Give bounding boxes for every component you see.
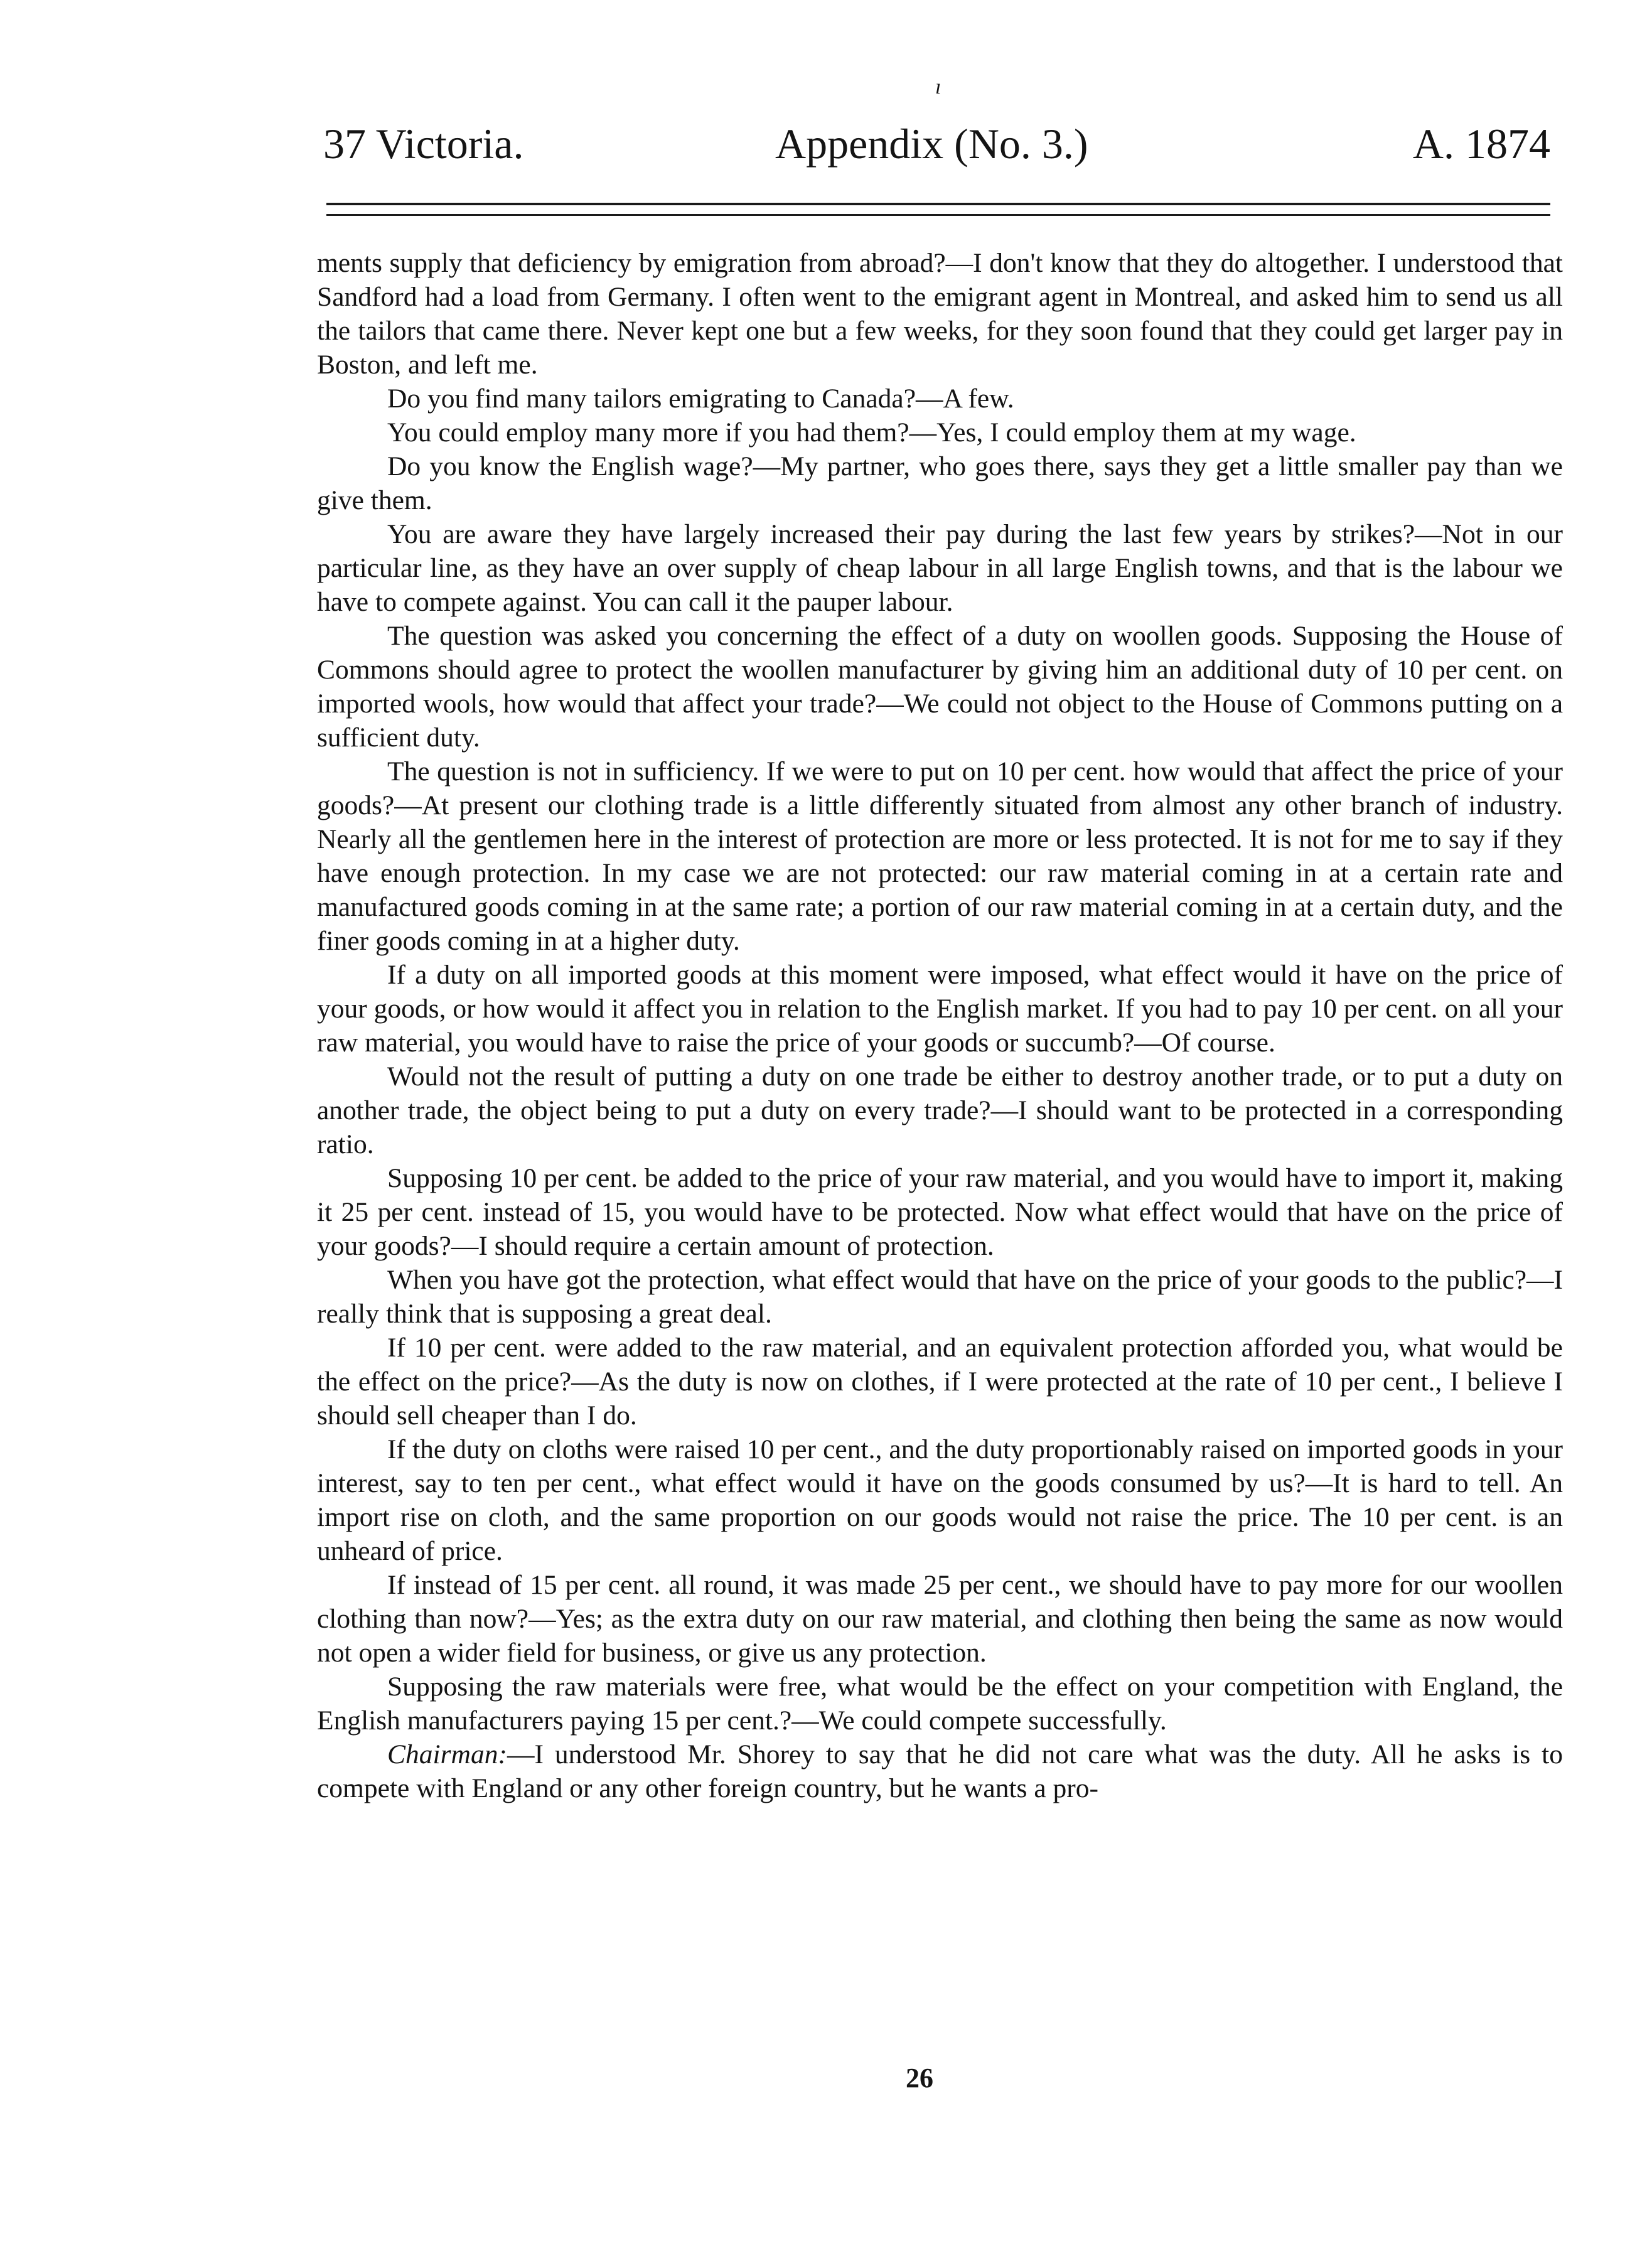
top-mark: ı: [935, 75, 941, 99]
paragraph: When you have got the protection, what effect would that have on the price of your goods to the public?—I really think that is supposing a great deal.: [317, 1265, 1563, 1329]
speaker-label: Chairman:: [387, 1739, 507, 1769]
paragraph: If instead of 15 per cent. all round, it was made 25 per cent., we should have to pay more for our woollen clothing than now?—Yes; as the extra duty on our raw material, and clothing then being the same as now would not open a wider field for business, or give us any protection.: [317, 1570, 1563, 1668]
header-rule-thick: [326, 203, 1550, 205]
paragraph: ments supply that deficiency by emigration from abroad?—I don't know that they do altogether. I understood that Sandford had a load from Germany. I often went to the emigrant agent in Montreal, and asked him to send us all the tailors that came there. Never kept one but a few weeks, for they soon found that they could get larger pay in Boston, and left me.: [317, 248, 1563, 380]
page-number: 26: [906, 2063, 933, 2093]
paragraph: Do you find many tailors emigrating to Canada?—A few.: [387, 384, 1014, 414]
paragraph: Do you know the English wage?—My partner, who goes there, says they get a little smaller pay than we give them.: [317, 451, 1563, 515]
session-label: 37 Victoria.: [323, 120, 524, 168]
header-rule-thin: [326, 214, 1550, 216]
running-head: [323, 119, 1550, 182]
paragraph: If the duty on cloths were raised 10 per cent., and the duty proportionably raised on imported goods in your interest, say to ten per cent., what effect would it have on the goods consumed by us?—It is hard to tell. An import rise on cloth, and the same proportion on our goods would not raise the price. The 10 per cent. is an unheard of price.: [317, 1434, 1563, 1566]
body-text: [317, 246, 1563, 1805]
paragraph: The question is not in sufficiency. If we were to put on 10 per cent. how would that affect the price of your goods?—At present our clothing trade is a little differently situated from almost any other branch of industry. Nearly all the gentlemen here in the interest of protection are more or less protected. It is not for me to say if they have enough protection. In my case we are not protected: our raw material coming in at a certain rate and manufactured goods coming in at the same rate; a portion of our raw material coming in at a certain duty, and the finer goods coming in at a higher duty.: [317, 756, 1563, 956]
appendix-label: Appendix (No. 3.): [775, 120, 1088, 168]
year-label: A. 1874: [1412, 120, 1550, 168]
paragraph: You could employ many more if you had them?—Yes, I could employ them at my wage.: [387, 417, 1356, 448]
paragraph: You are aware they have largely increased their pay during the last few years by strikes?—Not in our particular line, as they have an over supply of cheap labour in all large English towns, and that is the labour we have to compete against. You can call it the pauper labour.: [317, 519, 1563, 617]
paragraph: Supposing 10 per cent. be added to the price of your raw material, and you would have to import it, making it 25 per cent. instead of 15, you would have to be protected. Now what effect would that have on the price of your goods?—I should require a certain amount of protection.: [317, 1163, 1563, 1261]
paragraph: If a duty on all imported goods at this moment were imposed, what effect would it have on the price of your goods, or how would it affect you in relation to the English market. If you had to pay 10 per cent. on all your raw material, you would have to raise the price of your goods or succumb?—Of course.: [317, 960, 1563, 1058]
paragraph: Supposing the raw materials were free, what would be the effect on your competition with England, the English manufacturers paying 15 per cent.?—We could compete successfully.: [317, 1672, 1563, 1736]
paragraph: Would not the result of putting a duty on one trade be either to destroy another trade, or to put a duty on another trade, the object being to put a duty on every trade?—I should want to be protected in a corresponding ratio.: [317, 1061, 1563, 1159]
speaker-text: —I understood Mr. Shorey to say that he did not care what was the duty. All he asks is to compete with England or any other foreign country, but he wants a pro-: [317, 1739, 1563, 1803]
paragraph: The question was asked you concerning the effect of a duty on woollen goods. Supposing the House of Commons should agree to protect the woollen manufacturer by giving him an additional duty of 10 per cent. on imported wools, how would that affect your trade?—We could not object to the House of Commons putting on a sufficient duty.: [317, 621, 1563, 753]
paragraph: If 10 per cent. were added to the raw material, and an equivalent protection afforded you, what would be the effect on the price?—As the duty is now on clothes, if I were protected at the rate of 10 per cent., I believe I should sell cheaper than I do.: [317, 1333, 1563, 1431]
chairman-paragraph: [317, 1737, 1563, 1805]
